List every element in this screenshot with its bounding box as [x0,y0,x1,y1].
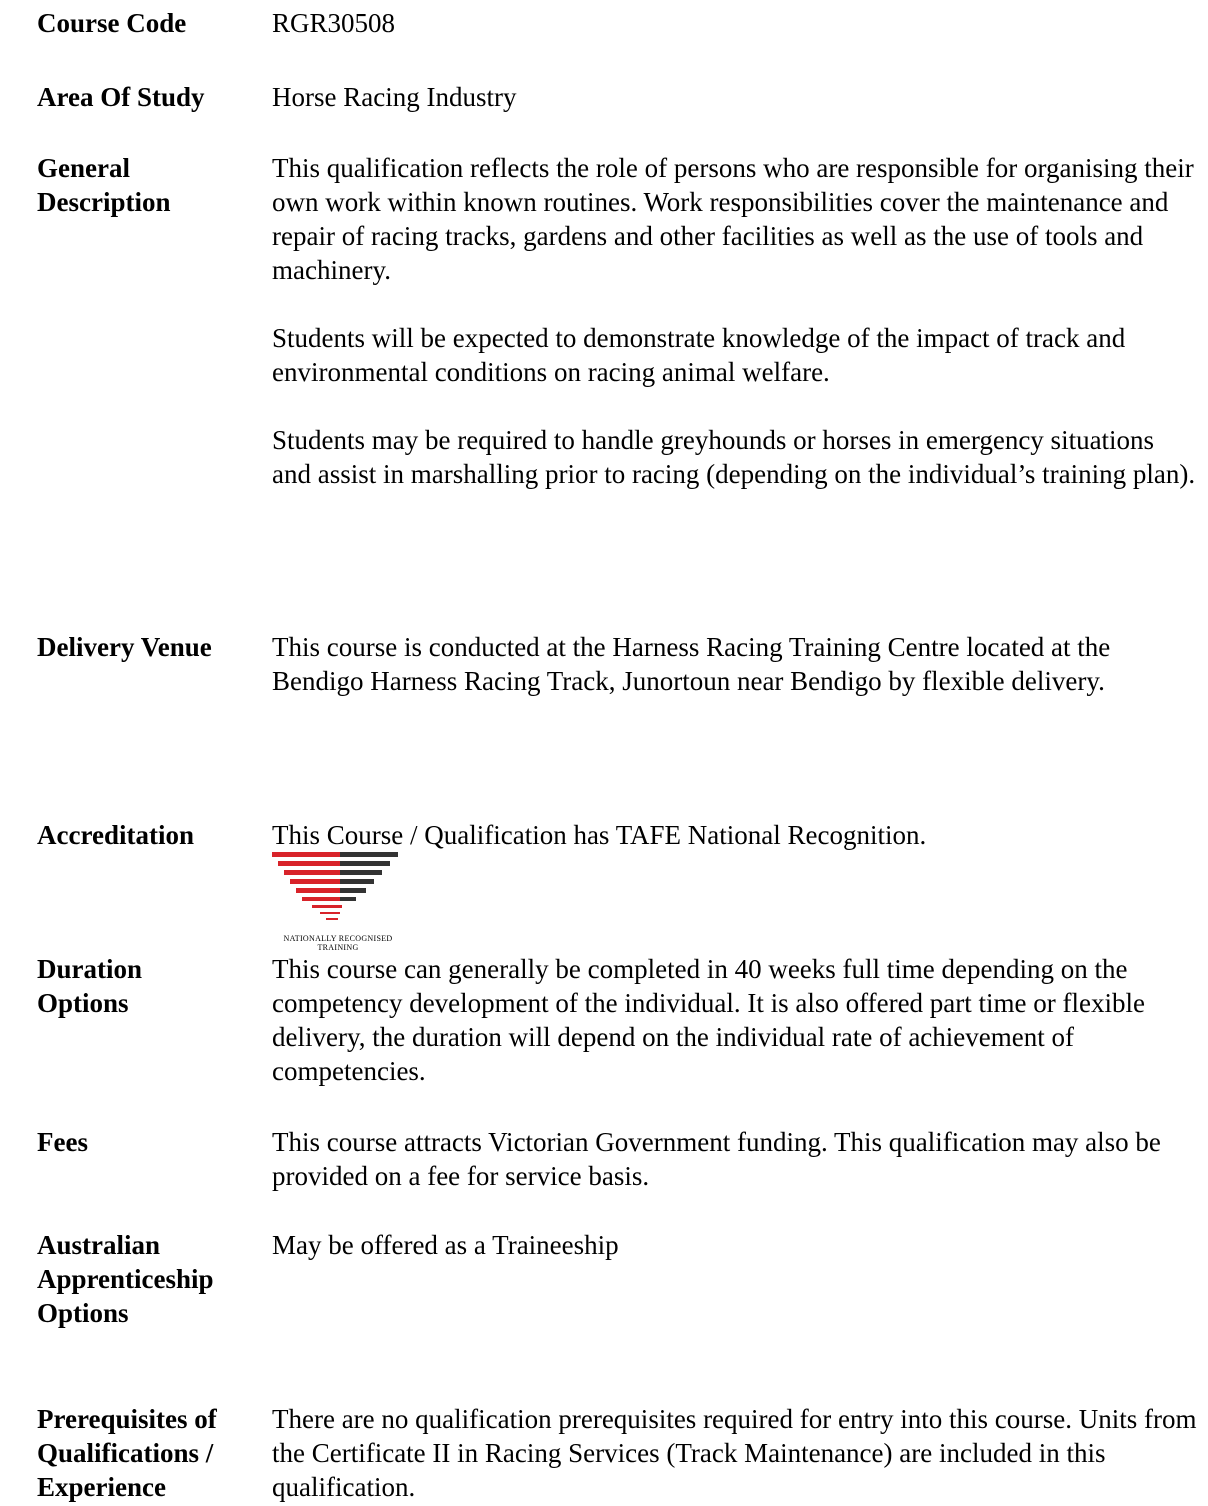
logo-dark-bar [340,852,398,857]
delivery-venue-text: This course is conducted at the Harness Racing Training Centre located at the Bendigo Harness Racing Track, Junortoun near Bendigo by flexible delivery. [272,632,1111,696]
prerequisites-text: There are no qualification prerequisites required for entry into this course. Units from the Certificate II in Racing Services (Track Maintenance) are included in this qualification. [272,1404,1197,1502]
fees-value [272,1125,1197,1193]
logo-red-bar [290,879,340,884]
logo-red-bar [278,861,340,866]
general-description-value [272,151,1197,491]
area-of-study-label: Area Of Study [37,82,205,112]
nationally-recognised-training-caption [262,934,414,952]
apprenticeship-options-label: Australian Apprenticeship Options [37,1230,214,1328]
logo-dark-bar [340,861,390,866]
general-description-label: General Description [37,153,171,217]
apprenticeship-options-value [272,1228,1197,1262]
accreditation-text: This Course / Qualification has TAFE National Recognition. [272,820,927,850]
logo-red-bar [312,905,342,908]
logo-red-bar [320,912,340,914]
area-of-study-text: Horse Racing Industry [272,82,517,112]
duration-options-text: This course can generally be completed in 40 weeks full time depending on the competency development of the individual. It is also offered part time or flexible delivery, the duration will depend on the individual rate of achievement of competencies. [272,954,1145,1086]
apprenticeship-options-text: May be offered as a Traineeship [272,1230,619,1260]
duration-options-label: Duration Options [37,954,143,1018]
general-description-paragraph-1: This qualification reflects the role of persons who are responsible for organising their own work within known routines. Work responsibilities cover the maintenance and repair of racing tracks, gardens and other facilities as well as the use of tools and machinery. [272,153,1194,285]
duration-options-value [272,952,1197,1088]
logo-red-bar [296,888,340,893]
prerequisites-label: Prerequisites of Qualifications / Experience [37,1404,217,1502]
delivery-venue-label: Delivery Venue [37,632,212,662]
logo-caption-line-1: NATIONALLY RECOGNISED [283,934,393,943]
general-description-paragraph-2: Students will be expected to demonstrate knowledge of the impact of track and environmental conditions on racing animal welfare. [272,323,1126,387]
logo-dark-bar [340,870,382,875]
prerequisites-value [272,1402,1197,1504]
fees-label: Fees [37,1127,88,1157]
course-code-label: Course Code [37,8,187,38]
logo-red-bar [272,852,340,857]
accreditation-label: Accreditation [37,820,194,850]
nationally-recognised-training-logo [272,852,402,928]
general-description-paragraph-3: Students may be required to handle greyhounds or horses in emergency situations and assist in marshalling prior to racing (depending on the individual’s training plan). [272,425,1196,489]
logo-red-bar [326,918,338,920]
course-code-value [272,6,1197,40]
fees-text: This course attracts Victorian Government funding. This qualification may also be provided on a fee for service basis. [272,1127,1161,1191]
area-of-study-value [272,80,1197,114]
logo-caption-line-2: TRAINING [317,943,359,952]
logo-dark-bar [340,888,366,893]
logo-dark-bar [340,879,374,884]
logo-red-bar [284,870,340,875]
logo-red-bar [302,897,340,901]
delivery-venue-value [272,630,1197,698]
course-code-text: RGR30508 [272,8,396,38]
logo-dark-bar [340,897,356,901]
accreditation-value [272,818,1197,852]
